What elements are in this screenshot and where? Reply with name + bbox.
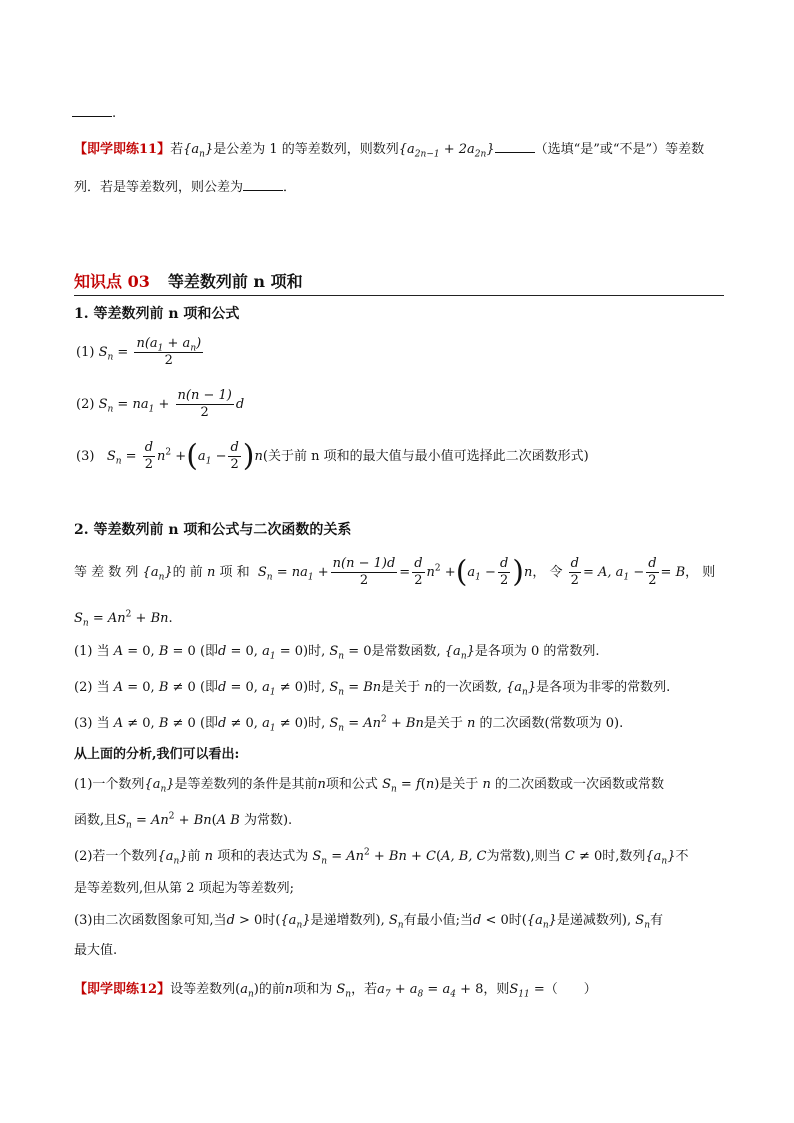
exercise-11-line1: 【即学即练11】若$\{a_n\}$是公差为 1 的等差数列，则数列$\{a_{2n-1} + 2a_{2n}\}$ （选填“是”或“不是”）等差数	[74, 138, 704, 159]
subsection-2-title: 2. 等差数列前 n 项和公式与二次函数的关系	[74, 522, 352, 538]
section-title: 等差数列前 n 项和	[167, 272, 303, 291]
formula-3-note: (关于前 n 项和的最大值与最小值可选择此二次函数形式)	[262, 449, 589, 464]
sub2-intro-line1: 等 差 数 列 $\{a_n\}$的 前 n 项 和 $S_n = na_1$ + $\frac{n(n - 1)d}{2}$ = $\frac{d}{2}$ $n^2 +(a_1$ − $\frac{d}{2}$ )n， 令 $\frac{d}{2}$ = A, $a_1$ − $\frac{d}{2}$ = B， 则	[74, 554, 716, 590]
analysis-1-line1: (1)一个数列$\{a_n\}$是等差数列的条件是其前n项和公式 $S_n = f(n)$是关于 n 的二次函数或一次函数或常数	[74, 777, 664, 795]
formula-2: (2) $S_n = na_1$ + $\frac{n(n - 1)}{2}$ d	[76, 388, 245, 420]
exercise-12-tag: 【即学即练12】	[74, 982, 171, 997]
seq-an: $\{a_n\}$	[183, 142, 214, 160]
analysis-title: 从上面的分析,我们可以看出:	[74, 747, 240, 762]
formula-1: (1) $S_n$ = $\frac{n(a_1 + a_n)}{2}$	[76, 336, 202, 368]
case-1: (1) 当 A = 0, B = 0 (即d = 0, $a_1 = 0$)时, $S_n = 0$是常数函数, $\{a_n\}$是各项为 0 的常数列.	[74, 644, 600, 662]
analysis-2-line2: 是等差数列,但从第 2 项起为等差数列;	[74, 881, 295, 896]
exercise-11-tag: 【即学即练11】	[74, 142, 171, 157]
analysis-3-line1: (3)由二次函数图象可知,当d > 0时($\{a_n\}$是递增数列), $S_n$有最小值;当d < 0时($\{a_n\}$是递减数列), $S_n$有	[74, 913, 663, 931]
analysis-1-line2: 函数,且$S_n = An^2 + Bn(A$ B 为常数).	[74, 811, 293, 831]
subsection-1-title: 1. 等差数列前 n 项和公式	[74, 306, 240, 322]
exercise-11-line2: 列．若是等差数列，则公差为 ．	[74, 176, 296, 197]
exercise-12: 【即学即练12】设等差数列$(a_n)$的前n项和为 $S_n$，若$a_7 + a_8 = a_4 + 8$，则$S_{11}$ =（ ）	[74, 982, 597, 1000]
case-3: (3) 当 A ≠ 0, B ≠ 0 (即d ≠ 0, $a_1 \ne 0$)时, $S_n = An^2 + Bn$是关于 n 的二次函数(常数项为 0).	[74, 714, 624, 734]
section-divider	[74, 295, 724, 296]
analysis-3-line2: 最大值.	[74, 943, 118, 958]
section-heading: 知识点 03 等差数列前 n 项和	[74, 272, 303, 291]
sub2-intro-line2: $S_n = An^2 + Bn$.	[74, 609, 173, 629]
seq-a2n1-2a2n: $\{a_{2n-1} + 2a_{2n}\}$	[398, 142, 495, 160]
analysis-2-line1: (2)若一个数列$\{a_n\}$前 n 项和的表达式为 $S_n = An^2 + Bn + C(A$, B, C为常数),则当 C ≠ 0时,数列$\{a_n\}$不	[74, 847, 689, 867]
case-2: (2) 当 A = 0, B ≠ 0 (即d = 0, $a_1 \ne 0$)时, $S_n = Bn$是关于 n的一次函数, $\{a_n\}$是各项为非零的常数列.	[74, 680, 671, 698]
answer-blank-2	[243, 176, 283, 191]
answer-blank-1	[495, 138, 535, 153]
formula-3: (3) $S_n$ = $\frac{d}{2}$ $n^2 +(a_1$ − $\frac{d}{2}$ )n(关于前 n 项和的最大值与最小值可选择此二次函数形式)	[76, 438, 589, 474]
leading-answer-blank: .	[72, 102, 116, 123]
